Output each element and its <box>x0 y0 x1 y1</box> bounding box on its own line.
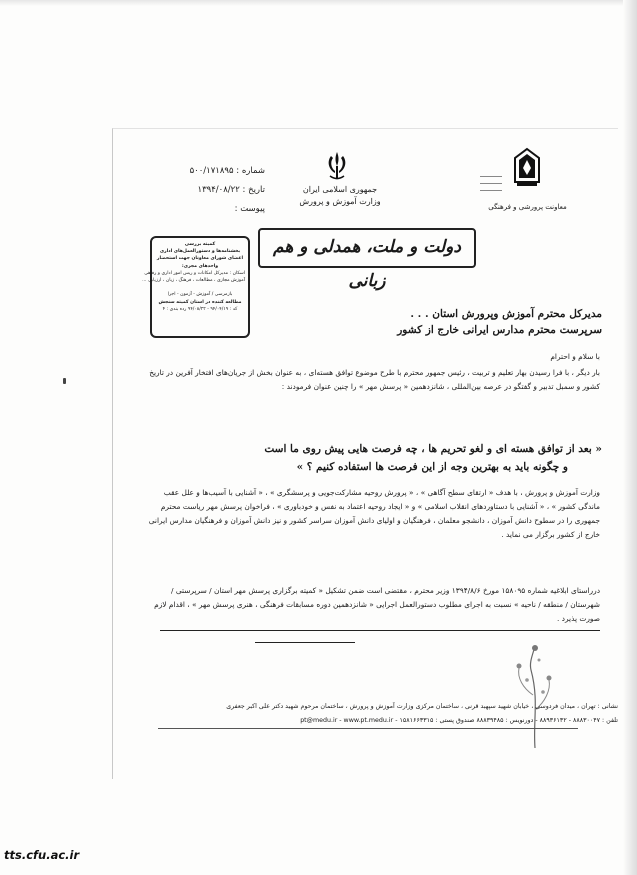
footer-address: نشانی : تهران ، میدان فردوسی ، خیابان شهید سپهبد قرنی ، ساختمان مرکزی وزارت آموزش و پرورش ، ساختمان مرحوم شهید دکتر علی اکبر جعفری <box>226 703 618 710</box>
paragraph-directive: درراستای ابلاغیه شماره ۱۵۸۰۹۵ مورخ ۱۳۹۴/۸/۶ وزیر محترم ، مقتضی است ضمن تشکیل « کمیته برگزاری پرسش مهر استان / سرپرستی / شهرستان / منطقه / ناحیه » نسبت به اجرای مطلوب دستورالعمل اجرایی « شانزدهمین دوره مسابقات فرهنگی ، هنری پرسش مهر » ، اقدام لازم صورت پذیرد . <box>154 586 600 623</box>
paragraph-text: بار دیگر ، با فرا رسیدن بهار تعلیم و تربیت ، رئیس جمهور محترم با طرح موضوع توافق هسته‌ای ، به عنوان بخش از جریان‌های افتخار آفرین در تاریخ کشور و سمبل تدبیر و گفتگو در عرصه بین‌المللی ، شانزدهمین « پرسش مهر » را چنین عنوان فرمودند : <box>149 368 600 391</box>
gov-line-2: وزارت آموزش و پرورش <box>299 197 381 206</box>
salutation: با سلام و احترام <box>550 352 600 361</box>
letter-number <box>150 162 265 181</box>
gov-line-1: جمهوری اسلامی ایران <box>302 185 378 194</box>
recipient-line-2: سرپرست محترم مدارس ایرانی خارج از کشور <box>397 324 602 336</box>
handwritten-underline <box>160 630 600 631</box>
stamp-line: آموزش مجازی ، مطالعات ، فرهنگ ، زبان ، ارزیابی ... <box>142 278 245 284</box>
side-line <box>480 183 502 184</box>
stamp-line: بازمرسی / آموزش - آزمون - اجرا <box>167 292 233 298</box>
footer-contacts: تلفن : ۸۸۸۳۰۰۴۷ - ۸۸۹۳۶۱۳۲ - دورنویس : ۸۸۸۳۹۴۸۵ صندوق پستی : ۱۵۸۱۶۶۳۳۱۵ - pt@medu.ir - www.pt.medu.ir <box>300 717 618 724</box>
stamp-line: مطالعه کننده در استان کمیته سنجش <box>158 299 242 305</box>
letter-date <box>150 181 265 200</box>
iran-emblem-icon <box>322 150 352 182</box>
paragraph-intro <box>148 350 600 394</box>
ministry-logo-icon <box>513 148 541 188</box>
stamp-line <box>155 284 245 291</box>
handwritten-underline <box>255 642 355 643</box>
slogan-box: دولت و ملت، همدلی و هم زبانی <box>258 228 476 268</box>
decorative-plant-icon <box>505 640 565 750</box>
stamp-line: بخشنامه‌ها و دستورالعمل‌های اداری <box>159 249 241 255</box>
site-watermark: tts.cfu.ac.ir <box>4 848 80 862</box>
recipient-line-1: مدیرکل محترم آموزش وپرورش استان . . . <box>410 308 602 320</box>
scan-edge-top <box>0 0 637 6</box>
recipient-block <box>280 306 602 338</box>
date-value: ۱۳۹۴/۰۸/۲۲ <box>197 185 240 195</box>
stamp-line: اسکان : مدیرکل امکانات و ریس امور اداری و رفاهی <box>144 270 245 276</box>
stamp-line: کد : ۹۴/۰۴/۱۹ - ۹۴/۰۸/۲۲ رده بندی : ۴ <box>162 306 238 312</box>
stamp-line: واحدهای مجری: <box>181 263 219 269</box>
letter-meta <box>150 162 265 219</box>
scan-edge-right <box>623 0 637 875</box>
review-stamp <box>142 236 250 338</box>
president-question-quote <box>160 440 602 476</box>
government-title <box>285 184 395 208</box>
quote-line-1: « بعد از توافق هسته ای و لغو تحریم ها ، چه فرصت هایی پیش روی ما است <box>264 443 602 455</box>
footer-rule <box>158 728 578 729</box>
paragraph-goals: وزارت آموزش و پرورش ، با هدف « ارتقای سطح آگاهی » ، « پرورش روحیه مشارکت‌جویی و پرسشگری » ، « آشنایی با آسیب‌ها و علل عقب ماندگی کشور » ، « آشنایی با دستاوردهای انقلاب اسلامی » و « ایجاد روحیه اعتماد به نفس و خودباوری » ، فراخوان پرسش مهر ریاست محترم جمهوری را در سطوح دانش آموزان ، دانشجو معلمان ، فرهنگیان و اولیای دانش آموزان سراسر کشور و نیز دانش آموزان و فرهنگیان مدارس ایرانی خارج از کشور برگزار می نماید . <box>148 488 600 539</box>
attachment-label: پیوست : <box>234 204 265 214</box>
number-label: شماره : <box>236 166 265 176</box>
side-line <box>480 176 502 177</box>
side-line <box>480 190 502 191</box>
letter-footer <box>158 700 618 728</box>
number-value: ۵۰۰/۱۷۱۸۹۵ <box>189 166 234 176</box>
deputy-title: معاونت پرورشی و فرهنگی <box>488 203 567 211</box>
stamp-line: اعضای شورای معاونان جهت استحضار <box>156 256 244 262</box>
stamp-line: کمیته بررسی <box>184 242 216 247</box>
date-label: تاریخ : <box>242 185 265 195</box>
logo-side-lines <box>480 170 510 197</box>
letter-attachment <box>150 200 265 219</box>
quote-line-2: و چگونه باید به بهترین وجه از این فرصت ها استفاده کنیم ؟ » <box>296 461 568 473</box>
punch-mark <box>63 378 66 384</box>
